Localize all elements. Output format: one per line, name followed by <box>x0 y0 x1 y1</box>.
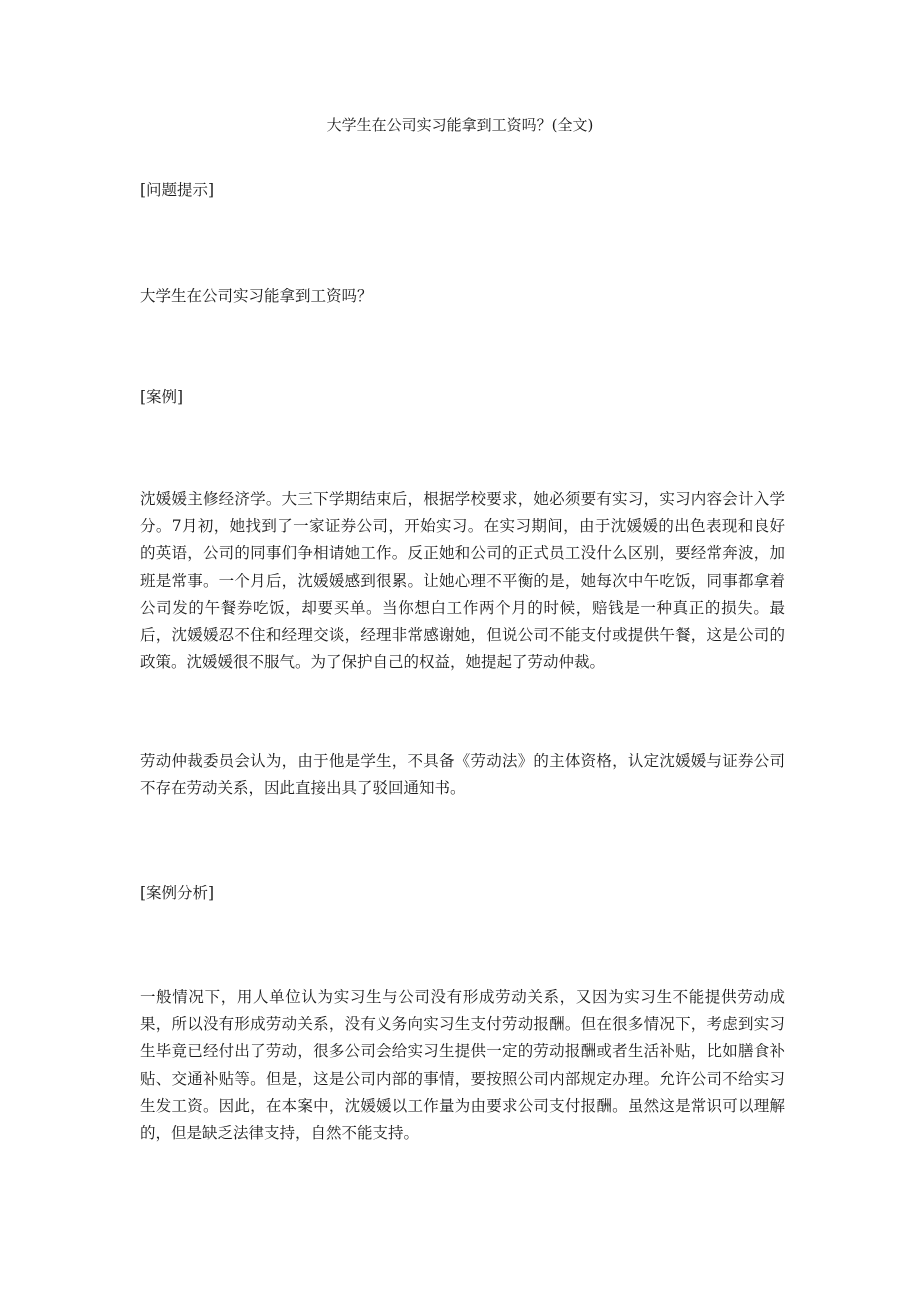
case-heading: [案例] <box>140 388 184 406</box>
case-paragraph-1: 沈媛媛主修经济学。大三下学期结束后，根据学校要求，她必须要有实习，实习内容会计入学分。7月初，她找到了一家证券公司，开始实习。在实习期间，由于沈媛媛的出色表现和良好的英语，公司的同事们争相请她工作。反正她和公司的正式员工没什么区别，要经常奔波，加班是常事。一个月后，沈媛媛感到很累。让她心理不平衡的是，她每次中午吃饭，同事都拿着公司发的午餐券吃饭，却要买单。当你想白工作两个月的时候，赔钱是一种真正的损失。最后，沈媛媛忍不住和经理交谈，经理非常感谢她，但说公司不能支付或提供午餐，这是公司的政策。沈媛媛很不服气。为了保护自己的权益，她提起了劳动仲裁。 <box>140 490 785 672</box>
question-text: 大学生在公司实习能拿到工资吗？ <box>140 287 373 305</box>
case-paragraph-2: 劳动仲裁委员会认为，由于他是学生，不具备《劳动法》的主体资格，认定沈媛媛与证券公司不存在劳动关系，因此直接出具了驳回通知书。 <box>140 752 785 798</box>
document-title: 大学生在公司实习能拿到工资吗？(全文) <box>326 116 594 134</box>
analysis-heading: [案例分析] <box>140 884 215 902</box>
analysis-paragraph: 一般情况下，用人单位认为实习生与公司没有形成劳动关系，又因为实习生不能提供劳动成果，所以没有形成劳动关系，没有义务向实习生支付劳动报酬。但在很多情况下，考虑到实习生毕竟已经付出了劳动，很多公司会给实习生提供一定的劳动报酬或者生活补贴，比如膳食补贴、交通补贴等。但是，这是公司内部的事情，要按照公司内部规定办理。允许公司不给实习生发工资。因此，在本案中，沈媛媛以工作量为由要求公司支付报酬。虽然这是常识可以理解的，但是缺乏法律支持，自然不能支持。 <box>140 988 785 1143</box>
question-heading: [问题提示] <box>140 181 215 199</box>
